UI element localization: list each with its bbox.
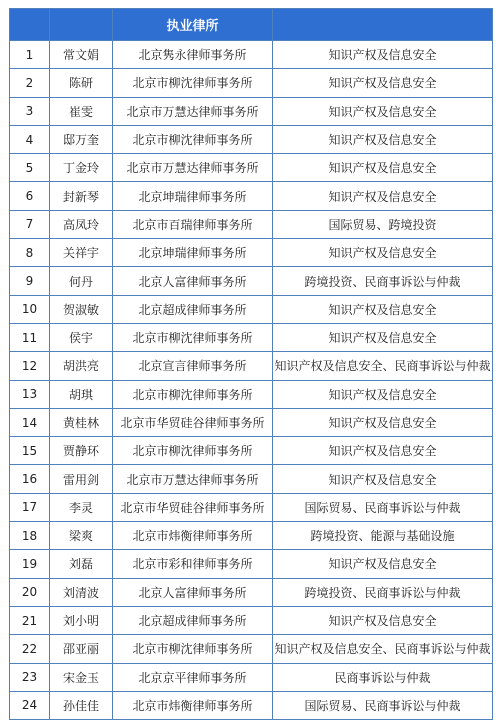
table-row — [10, 154, 493, 182]
row-number-cell: 12 — [10, 352, 50, 380]
row-number-cell: 13 — [10, 380, 50, 408]
row-number-cell: 17 — [10, 493, 50, 521]
practice-field-cell: 知识产权及信息安全 — [273, 323, 493, 351]
lawyer-name-cell: 崔雯 — [50, 97, 113, 125]
row-number-cell: 16 — [10, 465, 50, 493]
lawyer-name-cell: 邸万奎 — [50, 125, 113, 153]
practice-field-cell: 知识产权及信息安全 — [273, 408, 493, 436]
law-firm-cell: 北京隽永律师事务所 — [113, 41, 273, 69]
law-firm-cell: 北京市华贸硅谷律师事务所 — [113, 408, 273, 436]
table-row — [10, 522, 493, 550]
table-row — [10, 493, 493, 521]
lawyer-name-cell: 何丹 — [50, 267, 113, 295]
table-row — [10, 239, 493, 267]
law-firm-cell: 北京市万慧达律师事务所 — [113, 97, 273, 125]
table-row — [10, 267, 493, 295]
row-number-cell: 3 — [10, 97, 50, 125]
lawyer-name-cell: 贺淑敏 — [50, 295, 113, 323]
lawyer-name-cell: 封新琴 — [50, 182, 113, 210]
practice-field-cell: 知识产权及信息安全、民商事诉讼与仲裁 — [273, 352, 493, 380]
practice-field-cell: 知识产权及信息安全 — [273, 41, 493, 69]
table-row — [10, 550, 493, 578]
table-row — [10, 69, 493, 97]
table-row — [10, 210, 493, 238]
table-row — [10, 125, 493, 153]
table-row — [10, 635, 493, 663]
lawyer-name-cell: 孙佳佳 — [50, 691, 113, 719]
row-number-cell: 24 — [10, 691, 50, 719]
table-row — [10, 691, 493, 719]
practice-field-cell: 知识产权及信息安全 — [273, 182, 493, 210]
law-firm-cell: 北京超成律师事务所 — [113, 295, 273, 323]
law-firm-cell: 北京京平律师事务所 — [113, 663, 273, 691]
practice-field-cell: 国际贸易、民商事诉讼与仲裁 — [273, 691, 493, 719]
law-firm-cell: 北京市炜衡律师事务所 — [113, 522, 273, 550]
row-number-cell: 6 — [10, 182, 50, 210]
table-row — [10, 97, 493, 125]
row-number-cell: 14 — [10, 408, 50, 436]
lawyer-name-cell: 丁金玲 — [50, 154, 113, 182]
law-firm-cell: 北京市华贸硅谷律师事务所 — [113, 493, 273, 521]
table-header-row — [10, 9, 493, 41]
table-row — [10, 352, 493, 380]
row-number-cell: 21 — [10, 606, 50, 634]
lawyer-table — [9, 8, 493, 720]
practice-field-cell: 国际贸易、民商事诉讼与仲裁 — [273, 493, 493, 521]
lawyer-name-cell: 常文娟 — [50, 41, 113, 69]
table-row — [10, 606, 493, 634]
lawyer-name-cell: 刘小明 — [50, 606, 113, 634]
row-number-cell: 18 — [10, 522, 50, 550]
lawyer-name-cell: 侯宇 — [50, 323, 113, 351]
practice-field-cell: 知识产权及信息安全 — [273, 295, 493, 323]
row-number-cell: 19 — [10, 550, 50, 578]
practice-field-cell: 知识产权及信息安全 — [273, 69, 493, 97]
table-row — [10, 437, 493, 465]
lawyer-name-cell: 刘磊 — [50, 550, 113, 578]
law-firm-cell: 北京坤瑞律师事务所 — [113, 182, 273, 210]
lawyer-name-cell: 胡琪 — [50, 380, 113, 408]
row-number-cell: 11 — [10, 323, 50, 351]
row-number-cell: 23 — [10, 663, 50, 691]
table-row — [10, 465, 493, 493]
row-number-cell: 10 — [10, 295, 50, 323]
row-number-cell: 1 — [10, 41, 50, 69]
practice-field-cell: 民商事诉讼与仲裁 — [273, 663, 493, 691]
law-firm-cell: 北京市柳沈律师事务所 — [113, 635, 273, 663]
law-firm-cell: 北京市柳沈律师事务所 — [113, 125, 273, 153]
lawyer-name-cell: 宋金玉 — [50, 663, 113, 691]
practice-field-cell: 知识产权及信息安全 — [273, 437, 493, 465]
lawyer-name-cell: 梁爽 — [50, 522, 113, 550]
law-firm-cell: 北京市炜衡律师事务所 — [113, 691, 273, 719]
table-row — [10, 295, 493, 323]
practice-field-cell: 知识产权及信息安全 — [273, 154, 493, 182]
law-firm-cell: 北京市柳沈律师事务所 — [113, 380, 273, 408]
practice-field-cell: 知识产权及信息安全、民商事诉讼与仲裁 — [273, 635, 493, 663]
table-row — [10, 41, 493, 69]
lawyer-name-cell: 李灵 — [50, 493, 113, 521]
row-number-cell: 22 — [10, 635, 50, 663]
lawyer-name-cell: 陈研 — [50, 69, 113, 97]
table-body — [10, 41, 493, 720]
law-firm-cell: 北京市柳沈律师事务所 — [113, 323, 273, 351]
practice-field-cell: 知识产权及信息安全 — [273, 465, 493, 493]
law-firm-cell: 北京市柳沈律师事务所 — [113, 437, 273, 465]
row-number-cell: 8 — [10, 239, 50, 267]
row-number-cell: 5 — [10, 154, 50, 182]
practice-field-cell: 知识产权及信息安全 — [273, 550, 493, 578]
row-number-cell: 7 — [10, 210, 50, 238]
law-firm-cell: 北京坤瑞律师事务所 — [113, 239, 273, 267]
row-number-cell: 2 — [10, 69, 50, 97]
table-row — [10, 323, 493, 351]
law-firm-cell: 北京市万慧达律师事务所 — [113, 465, 273, 493]
header-number-blurred — [10, 9, 50, 41]
law-firm-cell: 北京市百瑞律师事务所 — [113, 210, 273, 238]
practice-field-cell: 知识产权及信息安全 — [273, 239, 493, 267]
lawyer-name-cell: 胡洪亮 — [50, 352, 113, 380]
practice-field-cell: 跨境投资、民商事诉讼与仲裁 — [273, 578, 493, 606]
table-row — [10, 182, 493, 210]
practice-field-cell: 跨境投资、民商事诉讼与仲裁 — [273, 267, 493, 295]
lawyer-name-cell: 雷用剑 — [50, 465, 113, 493]
law-firm-cell: 北京市柳沈律师事务所 — [113, 69, 273, 97]
header-field-blurred — [273, 9, 493, 41]
lawyer-name-cell: 黄桂林 — [50, 408, 113, 436]
law-firm-cell: 北京宣言律师事务所 — [113, 352, 273, 380]
practice-field-cell: 知识产权及信息安全 — [273, 125, 493, 153]
law-firm-cell: 北京市万慧达律师事务所 — [113, 154, 273, 182]
law-firm-cell: 北京超成律师事务所 — [113, 606, 273, 634]
practice-field-cell: 知识产权及信息安全 — [273, 606, 493, 634]
table-row — [10, 380, 493, 408]
lawyer-name-cell: 贾静环 — [50, 437, 113, 465]
header-name-blurred — [50, 9, 113, 41]
header-firm: 执业律所 — [113, 9, 273, 41]
law-firm-cell: 北京人富律师事务所 — [113, 578, 273, 606]
law-firm-cell: 北京人富律师事务所 — [113, 267, 273, 295]
lawyer-name-cell: 高凤玲 — [50, 210, 113, 238]
law-firm-cell: 北京市彩和律师事务所 — [113, 550, 273, 578]
lawyer-name-cell: 关祥宇 — [50, 239, 113, 267]
practice-field-cell: 国际贸易、跨境投资 — [273, 210, 493, 238]
practice-field-cell: 知识产权及信息安全 — [273, 97, 493, 125]
table-row — [10, 663, 493, 691]
lawyer-name-cell: 邵亚丽 — [50, 635, 113, 663]
practice-field-cell: 知识产权及信息安全 — [273, 380, 493, 408]
lawyer-name-cell: 刘清波 — [50, 578, 113, 606]
row-number-cell: 15 — [10, 437, 50, 465]
row-number-cell: 9 — [10, 267, 50, 295]
row-number-cell: 4 — [10, 125, 50, 153]
practice-field-cell: 跨境投资、能源与基础设施 — [273, 522, 493, 550]
table-row — [10, 578, 493, 606]
table-row — [10, 408, 493, 436]
row-number-cell: 20 — [10, 578, 50, 606]
